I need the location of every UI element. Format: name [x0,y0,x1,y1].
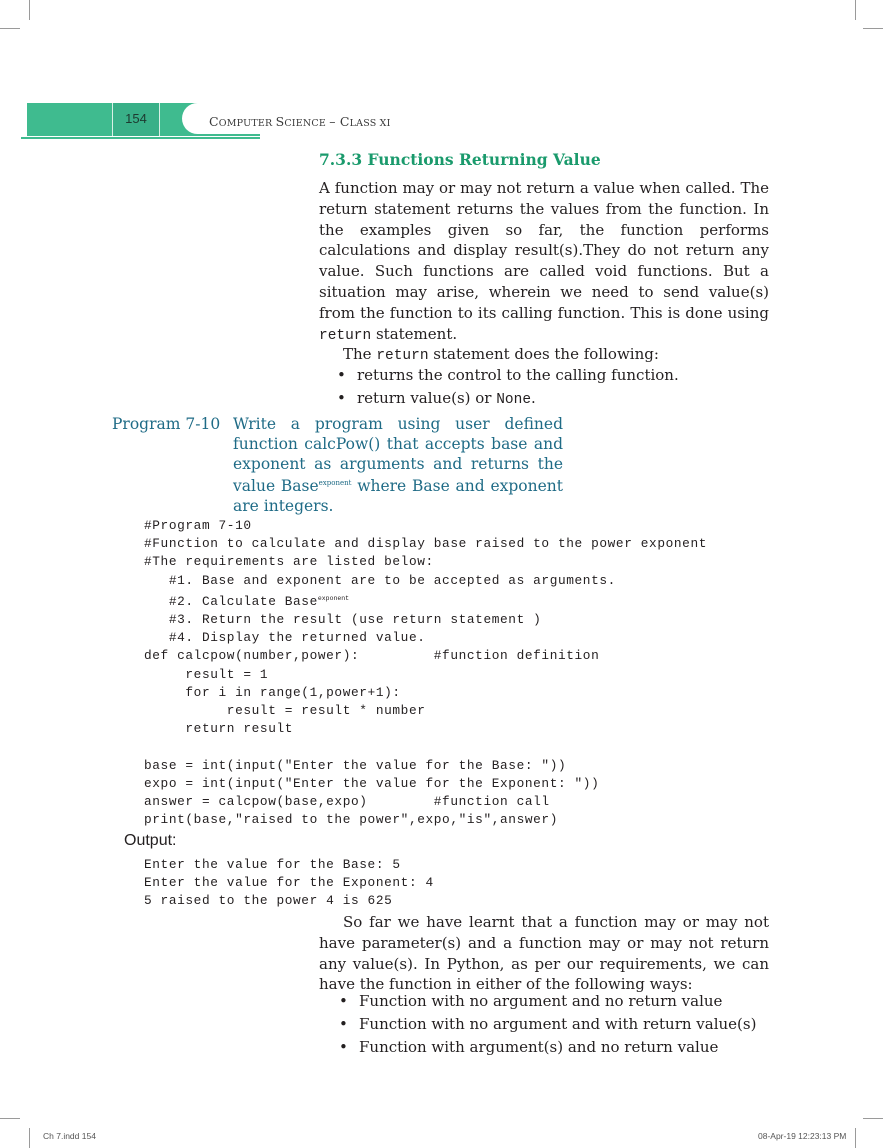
output-line: 5 raised to the power 4 is 625 [144,893,393,909]
list-item: • returns the control to the calling function. [337,364,679,387]
crop-mark-bottom-left-horizontal [0,1118,20,1119]
crop-mark-top-right-vertical [855,0,856,20]
footer-file-info: Ch 7.indd 154 [43,1131,96,1141]
code-line: result = 1 [144,666,269,682]
crop-mark-bottom-left-vertical [29,1128,30,1148]
section-paragraph-2: The return statement does the following: [343,345,659,364]
crop-mark-bottom-right-horizontal [863,1118,883,1119]
list-item: • Function with no argument and with return value(s) [339,1013,756,1036]
section-paragraph-1: A function may or may not return a value when called. The return statement returns the values from the function. In the examples given so far, the function performs calculations and display result(s).They do not return any value. Such functions are called void functions. But a situation may arise, wherein we need to send value(s) from the function to its calling function. This is done using return statement. [319,179,769,344]
output-line: Enter the value for the Base: 5 [144,857,401,872]
crop-mark-bottom-right-vertical [855,1128,856,1148]
page-number: 154 [125,111,147,126]
code-line: expo = int(input("Enter the value for the Exponent: ")) [144,775,600,791]
code-line: for i in range(1,power+1): [144,684,401,700]
output-label: Output: [124,832,177,849]
list-item: • Function with argument(s) and no return value [339,1036,756,1059]
list-item: • return value(s) or None. [337,387,679,412]
program-description: Write a program using user defined function calcPow() that accepts base and exponent as arguments and returns the value Base$^{exponent}$ where Base and exponent are integers. [233,415,563,516]
header-underline [21,137,260,139]
code-line [144,738,707,756]
summary-paragraph: So far we have learnt that a function may or may not have parameter(s) and a function may or may not return any value(s). In Python, as per our requirements, we can have the function in either of the following ways: [319,913,769,994]
function-types-list [339,990,756,1059]
inline-code: return [319,327,372,344]
return-bullet-list [337,364,679,411]
crop-mark-top-left-vertical [29,0,30,20]
output-line: Enter the value for the Exponent: 4 [144,875,434,891]
inline-code: return [376,348,429,364]
program-label: Program 7-10 [112,415,221,433]
code-line: result = result * number [144,703,426,719]
code-line: #1. Base and exponent are to be accepted as arguments. [144,572,616,588]
crop-mark-top-left-horizontal [0,28,20,29]
footer-timestamp: 08-Apr-19 12:23:13 PM [758,1131,847,1141]
code-line: return result [144,721,294,737]
program-code-block [144,517,707,829]
code-line: #3. Return the result (use return statement ) [144,612,542,628]
code-line: #4. Display the returned value. [144,630,426,646]
code-line: #Function to calculate and display base raised to the power exponent [144,536,707,552]
code-line: #The requirements are listed below: [144,554,434,570]
code-line: #Program 7-10 [144,518,252,533]
list-item: • Function with no argument and no return value [339,990,756,1013]
code-line: #2. Calculate Base$^{exponent}$ [144,593,350,609]
code-line: def calcpow(number,power): #function definition [144,648,600,664]
code-line: answer = calcpow(base,expo) #function call [144,794,550,810]
program-output-block [144,856,434,911]
code-line: print(base,"raised to the power",expo,"is",answer) [144,812,558,828]
section-title: 7.3.3 Functions Returning Value [319,150,601,169]
running-head: COMPUTER SCIENCE – CLASS XI [209,114,391,129]
crop-mark-top-right-horizontal [863,28,883,29]
code-line: base = int(input("Enter the value for the Base: ")) [144,757,567,773]
